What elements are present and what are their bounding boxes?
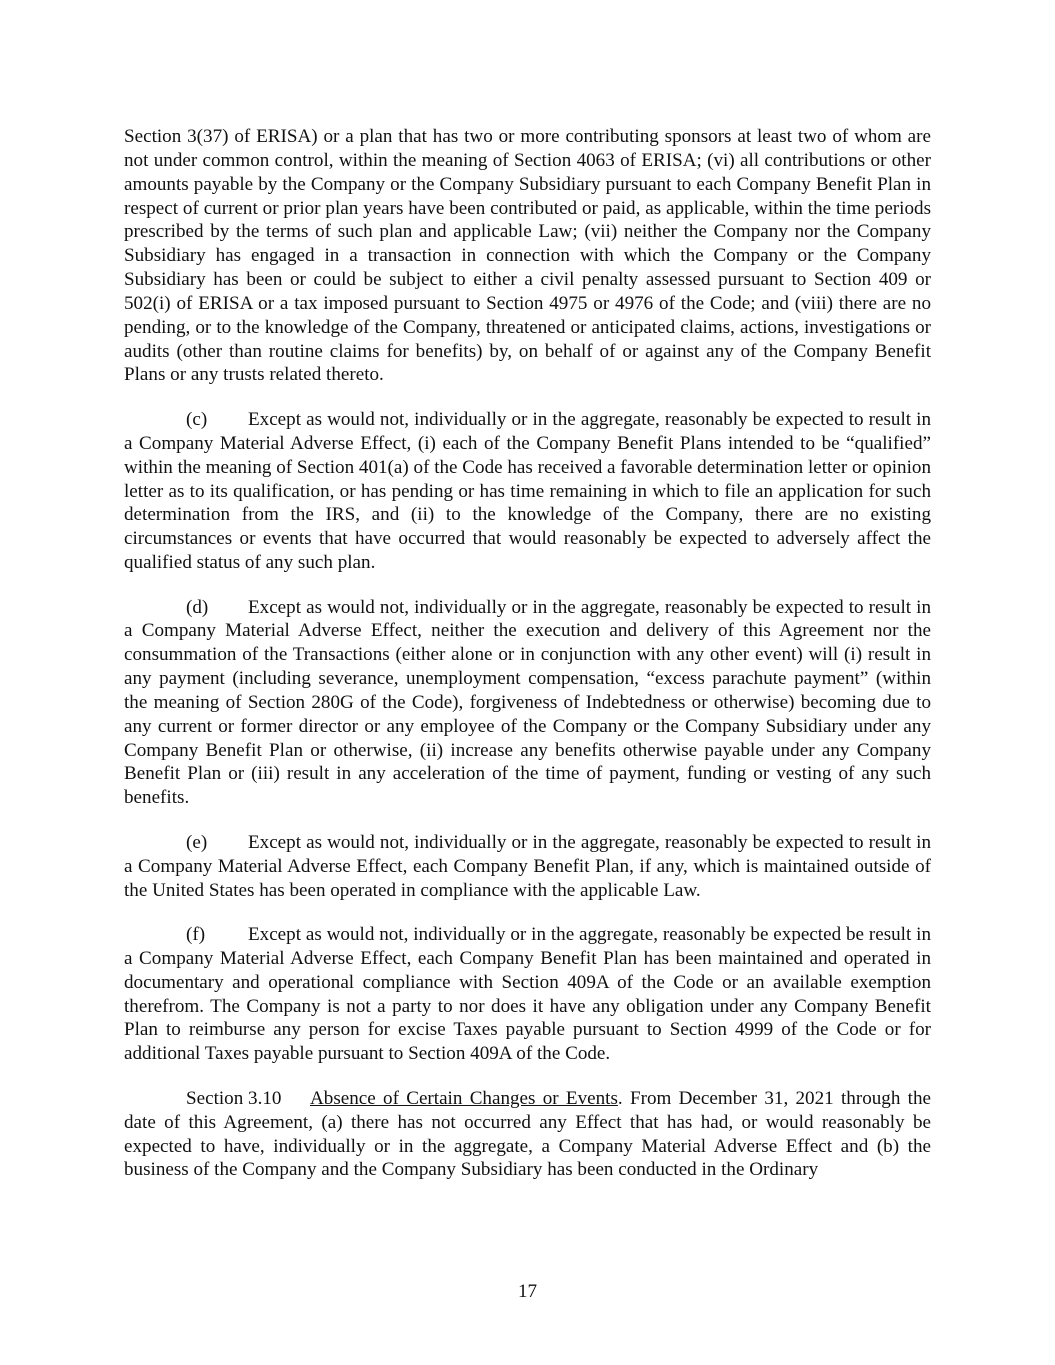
section-3-10 (124, 1087, 931, 1182)
subsection-e (124, 831, 931, 903)
subsection-d (124, 596, 931, 811)
subsection-c (124, 408, 931, 575)
section-number: Section 3.10 (186, 1087, 282, 1109)
body-text (124, 125, 931, 1203)
section-text: From December 31, 2021 through the date of this Agreement, (a) there has not occurred any Effect that has had, or would reasonably be expected to have, individually or in the aggregate, a Company Material Adverse Effect and (b) the business of the Company and the Company Subsidiary has been conducted in the Ordinary (124, 1087, 931, 1181)
section-heading-period: . (617, 1087, 623, 1109)
subsection-label: (d) (186, 596, 209, 618)
subsection-f (124, 923, 931, 1066)
section-heading: Absence of Certain Changes or Events (310, 1087, 618, 1109)
subsection-label: (f) (186, 924, 206, 946)
subsection-text: Except as would not, individually or in the aggregate, reasonably be expected be result in a Company Material Adverse Effect, each Company Benefit Plan has been maintained and operated in documentary and operational compliance with Section 409A of the Code or an available exemption therefrom. The Company is not a party to nor does it have any obligation under any Company Benefit Plan to reimburse any person for excise Taxes payable pursuant to Section 4999 of the Code or for additional Taxes payable pursuant to Section 409A of the Code. (124, 924, 931, 1065)
subsection-text: Except as would not, individually or in the aggregate, reasonably be expected to result in a Company Material Adverse Effect, each Company Benefit Plan, if any, which is maintained outside of the United States has been operated in compliance with the applicable Law. (124, 831, 931, 901)
continued-paragraph: Section 3(37) of ERISA) or a plan that has two or more contributing sponsors at least two of whom are not under common control, within the meaning of Section 4063 of ERISA; (vi) all contributions or other amounts payable by the Company or the Company Subsidiary pursuant to each Company Benefit Plan in respect of current or prior plan years have been contributed or paid, as applicable, within the time periods prescribed by the terms of such plan and applicable Law; (vii) neither the Company nor the Company Subsidiary has engaged in a transaction in connection with which the Company or the Company Subsidiary has been or could be subject to either a civil penalty assessed pursuant to Section 409 or 502(i) of ERISA or a tax imposed pursuant to Section 4975 or 4976 of the Code; and (viii) there are no pending, or to the knowledge of the Company, threatened or anticipated claims, actions, investigations or audits (other than routine claims for benefits) by, on behalf of or against any of the Company Benefit Plans or any trusts related thereto. (124, 126, 931, 386)
page-number: 17 (517, 1281, 538, 1302)
subsection-text: Except as would not, individually or in the aggregate, reasonably be expected to result in a Company Material Adverse Effect, (i) each of the Company Benefit Plans intended to be “qualified” within the meaning of Section 401(a) of the Code has received a favorable determination letter or opinion letter as to its qualification, or has pending or has time remaining in which to file an application for such determination from the IRS, and (ii) to the knowledge of the Company, there are no existing circumstances or events that have occurred that would reasonably be expected to adversely affect the qualified status of any such plan. (124, 408, 931, 574)
subsection-label: (c) (186, 408, 208, 430)
subsection-text: Except as would not, individually or in the aggregate, reasonably be expected to result in a Company Material Adverse Effect, neither the execution and delivery of this Agreement nor the consummation of the Transactions (either alone or in conjunction with any other event) will (i) result in any payment (including severance, unemployment compensation, “excess parachute payment” (within the meaning of Section 280G of the Code), forgiveness of Indebtedness or otherwise) becoming due to any current or former director or any employee of the Company or the Company Subsidiary under any Company Benefit Plan or otherwise, (ii) increase any benefits otherwise payable under any Company Benefit Plan or (iii) result in any acceleration of the time of payment, funding or vesting of any such benefits. (124, 596, 931, 809)
subsection-label: (e) (186, 831, 208, 853)
